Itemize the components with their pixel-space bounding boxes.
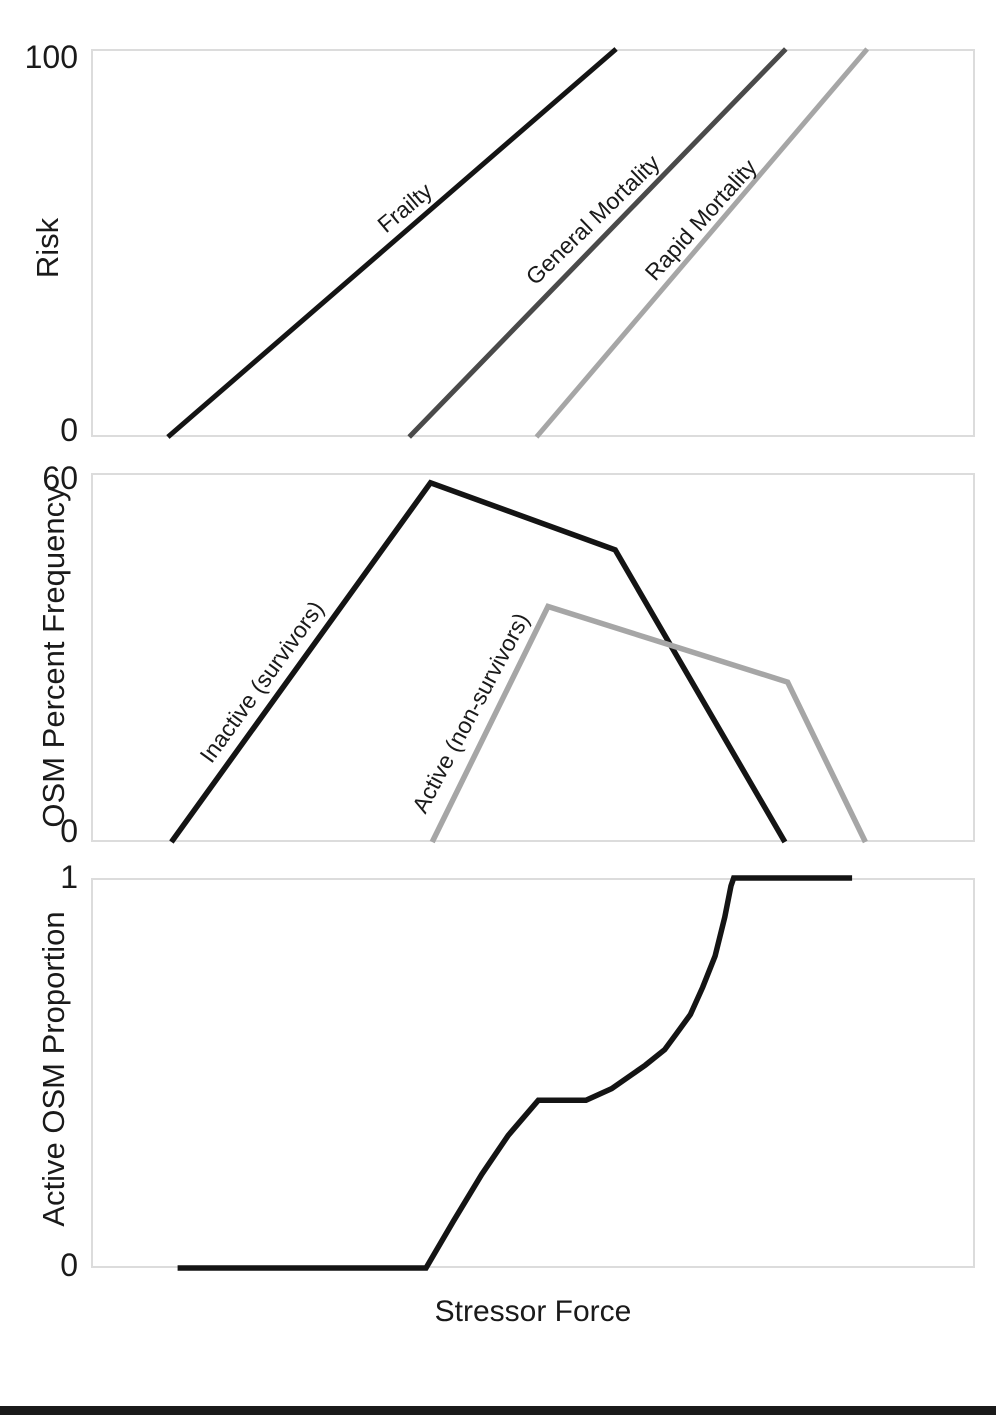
osm-frequency-ytick-min: 0: [60, 813, 78, 849]
risk-axis-label: Risk: [30, 217, 65, 279]
risk-plot: [91, 49, 975, 437]
active-proportion-axis-label: Active OSM Proportion: [36, 911, 71, 1227]
risk-ytick-min: 0: [60, 412, 78, 448]
series-line-general-mortality: [409, 49, 786, 437]
osm-frequency-plot: [91, 473, 975, 842]
active-proportion-ytick-max: 1: [60, 859, 78, 895]
active-proportion-plot: [91, 878, 975, 1268]
osm-frequency-ytick-max: 60: [42, 460, 78, 496]
series-line-rapid-mortality: [537, 49, 868, 437]
active-proportion-panel: [91, 878, 975, 1268]
bottom-rule: [0, 1406, 996, 1415]
series-line-active-osm-proportion: [178, 878, 853, 1268]
series-line-inactive-survivors: [171, 483, 785, 842]
osm-frequency-axis-label: OSM Percent Frequency: [36, 486, 71, 828]
series-line-active-non-survivors: [432, 607, 865, 843]
series-label-frailty: Frailty: [372, 177, 437, 238]
series-label-inactive-survivors: Inactive (survivors): [193, 596, 329, 768]
x-axis-label: Stressor Force: [434, 1295, 632, 1328]
series-line-frailty: [168, 49, 616, 437]
osm-frequency-panel: [91, 473, 975, 842]
risk-panel: [91, 49, 975, 437]
series-label-rapid-mortality: Rapid Mortality: [639, 153, 762, 286]
series-label-general-mortality: General Mortality: [520, 149, 665, 290]
risk-ytick-max: 100: [24, 39, 78, 75]
series-label-active-non-survivors: Active (non-survivors): [406, 608, 535, 817]
active-proportion-ytick-min: 0: [60, 1247, 78, 1283]
